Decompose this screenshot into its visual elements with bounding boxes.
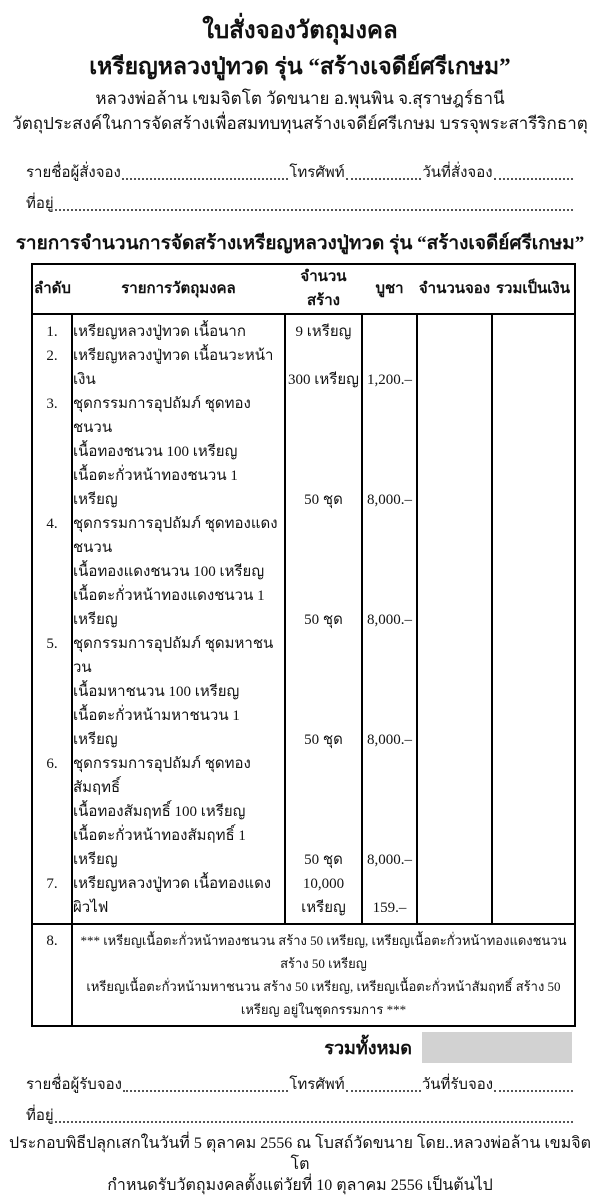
- row-index: 2.: [46, 348, 58, 364]
- row-item: [72, 872, 285, 924]
- row-quantity-made: 300 เหรียญ: [285, 344, 362, 392]
- orderer-address-fill-line: [55, 209, 573, 211]
- orderer-phone-fill-line: [346, 178, 422, 180]
- receiver-info-row: [0, 1074, 600, 1096]
- row-total-amount-blank: [492, 752, 575, 872]
- row-item: [72, 392, 285, 512]
- row-price: 8,000.–: [362, 392, 417, 512]
- receiver-address-row: [0, 1105, 600, 1127]
- ceremony-line: ประกอบพิธีปลุกเสกในวันที่ 5 ตุลาคม 2556 ณ โบสถ์วัดขนาย โดย..หลวงพ่อล้าน เขมจิตโต: [8, 1135, 592, 1173]
- row-index: 7.: [46, 876, 58, 892]
- receiver-address-fill-line: [55, 1121, 573, 1123]
- item-line: เนื้อตะกั่วหน้าทองสัมฤทธิ์ 1 เหรียญ: [73, 828, 246, 868]
- item-line: เนื้อทองแดงชนวน 100 เหรียญ: [73, 564, 265, 580]
- receiver-name-fill-line: [123, 1090, 288, 1092]
- item-line: เนื้อทองชนวน 100 เหรียญ: [73, 444, 238, 460]
- row-quantity-ordered-blank: [417, 512, 492, 632]
- row-price: 8,000.–: [362, 752, 417, 872]
- temple-line: หลวงพ่อล้าน เขมจิตโต วัดขนาย อ.พุนพิน จ.สุราษฎร์ธานี: [95, 89, 505, 108]
- row-price: [362, 314, 417, 344]
- col-header-item: รายการวัตถุมงคล: [72, 264, 285, 314]
- row-index: 1.: [46, 324, 58, 340]
- page-title: ใบสั่งจองวัตถุมงคล: [202, 18, 398, 44]
- table-row: [32, 392, 575, 512]
- row-index: 4.: [46, 516, 58, 532]
- receiver-phone-fill-line: [346, 1090, 421, 1092]
- footer: [0, 1133, 600, 1196]
- item-line: เนื้อตะกั่วหน้ามหาชนวน 1 เหรียญ: [73, 708, 240, 748]
- table-row: [32, 314, 575, 344]
- row-total-amount-blank: [492, 314, 575, 344]
- orderer-name-label: รายชื่อผู้สั่งจอง: [26, 165, 121, 181]
- row-quantity-ordered-blank: [417, 752, 492, 872]
- item-line: ชุดกรรมการอุปถัมภ์ ชุดทองชนวน: [73, 396, 251, 436]
- table-heading: รายการจำนวนการจัดสร้างเหรียญหลวงปู่ทวด รุ่น “สร้างเจดีย์ศรีเกษม”: [15, 233, 585, 254]
- purpose-line: วัตถุประสงค์ในการจัดสร้างเพื่อสมทบทุนสร้างเจดีย์ศรีเกษม บรรจุพระสารีริกธาตุ: [12, 114, 588, 133]
- col-header-price: บูชา: [362, 264, 417, 314]
- row-quantity-made: 50 ชุด: [285, 632, 362, 752]
- amulet-order-table: [31, 263, 576, 1027]
- grand-total-row: [0, 1032, 572, 1063]
- grand-total-label: รวมทั้งหมด: [324, 1038, 412, 1058]
- item-line: เหรียญหลวงปู่ทวด เนื้อนาก: [73, 324, 246, 340]
- orderer-address-label: ที่อยู่: [26, 196, 54, 212]
- row-quantity-ordered-blank: [417, 314, 492, 344]
- row-quantity-made: 50 ชุด: [285, 512, 362, 632]
- receive-date-label: วันที่รับจอง: [421, 1077, 494, 1093]
- item-line: เนื้อมหาชนวน 100 เหรียญ: [73, 684, 240, 700]
- row-quantity-made: 10,000 เหรียญ: [285, 872, 362, 924]
- receiver-name-label: รายชื่อผู้รับจอง: [26, 1077, 122, 1093]
- table-row: [32, 512, 575, 632]
- item-line: ชุดกรรมการอุปถัมภ์ ชุดทองแดงชนวน: [73, 516, 278, 556]
- item-line: เนื้อตะกั่วหน้าทองชนวน 1 เหรียญ: [73, 468, 238, 508]
- note-line: *** เหรียญเนื้อตะกั่วหน้าทองชนวน สร้าง 50 เหรียญ, เหรียญเนื้อตะกั่วหน้าทองแดงชนวน สร้าง 50 เหรียญ: [80, 933, 567, 971]
- row-price: 8,000.–: [362, 632, 417, 752]
- item-line: ชุดกรรมการอุปถัมภ์ ชุดมหาชนวน: [73, 636, 274, 676]
- pickup-line: กำหนดรับวัตถุมงคลตั้งแต่วัยที่ 10 ตุลาคม 2556 เป็นต้นไป: [107, 1177, 493, 1194]
- row-total-amount-blank: [492, 872, 575, 924]
- table-row: [32, 344, 575, 392]
- receive-date-fill-line: [494, 1090, 573, 1092]
- row-item: [72, 512, 285, 632]
- table-row: [32, 872, 575, 924]
- item-line: เหรียญหลวงปู่ทวด เนื้อทองแดงผิวไฟ: [73, 876, 272, 916]
- row-index: 6.: [46, 756, 58, 772]
- note-row: [32, 924, 575, 1026]
- row-item: [72, 344, 285, 392]
- row-index: 8.: [32, 924, 72, 1026]
- item-line: เนื้อทองสัมฤทธิ์ 100 เหรียญ: [73, 804, 246, 820]
- col-header-quantity-ordered: จำนวนจอง: [417, 264, 492, 314]
- table-row: [32, 752, 575, 872]
- orderer-phone-label: โทรศัพท์: [289, 165, 345, 181]
- col-header-quantity-made: จำนวนสร้าง: [285, 264, 362, 314]
- orderer-info-row: [0, 162, 600, 184]
- row-quantity-ordered-blank: [417, 344, 492, 392]
- row-price: 159.–: [362, 872, 417, 924]
- row-quantity-made: 50 ชุด: [285, 752, 362, 872]
- row-item: [72, 314, 285, 344]
- grand-total-blank-box: [422, 1032, 572, 1063]
- row-index: 3.: [46, 396, 58, 412]
- row-quantity-made: 50 ชุด: [285, 392, 362, 512]
- row-quantity-made: 9 เหรียญ: [285, 314, 362, 344]
- page-subtitle: เหรียญหลวงปู่ทวด รุ่น “สร้างเจดีย์ศรีเกษม”: [89, 54, 511, 79]
- row-total-amount-blank: [492, 512, 575, 632]
- row-total-amount-blank: [492, 392, 575, 512]
- orderer-name-fill-line: [122, 178, 289, 180]
- note-cell: [72, 924, 575, 1026]
- row-total-amount-blank: [492, 632, 575, 752]
- row-price: 1,200.–: [362, 344, 417, 392]
- row-index: 5.: [46, 636, 58, 652]
- col-header-index: ลำดับ: [32, 264, 72, 314]
- receiver-phone-label: โทรศัพท์: [289, 1077, 345, 1093]
- item-line: เหรียญหลวงปู่ทวด เนื้อนวะหน้าเงิน: [73, 348, 274, 388]
- row-total-amount-blank: [492, 344, 575, 392]
- row-quantity-ordered-blank: [417, 872, 492, 924]
- item-line: เนื้อตะกั่วหน้าทองแดงชนวน 1 เหรียญ: [73, 588, 265, 628]
- item-line: ชุดกรรมการอุปถัมภ์ ชุดทองสัมฤทธิ์: [73, 756, 251, 796]
- orderer-address-row: [0, 193, 600, 215]
- receiver-address-label: ที่อยู่: [26, 1108, 54, 1124]
- order-date-label: วันที่สั่งจอง: [422, 165, 493, 181]
- row-item: [72, 752, 285, 872]
- table-row: [32, 632, 575, 752]
- row-quantity-ordered-blank: [417, 632, 492, 752]
- note-line: เหรียญเนื้อตะกั่วหน้ามหาชนวน สร้าง 50 เหรียญ, เหรียญเนื้อตะกั่วหน้าสัมฤทธิ์ สร้าง 50 เหรียญ อยู่ในชุดกรรมการ ***: [86, 979, 561, 1017]
- order-date-fill-line: [494, 178, 573, 180]
- row-item: [72, 632, 285, 752]
- col-header-total-amount: รวมเป็นเงิน: [492, 264, 575, 314]
- row-quantity-ordered-blank: [417, 392, 492, 512]
- row-price: 8,000.–: [362, 512, 417, 632]
- table-header-row: [32, 264, 575, 314]
